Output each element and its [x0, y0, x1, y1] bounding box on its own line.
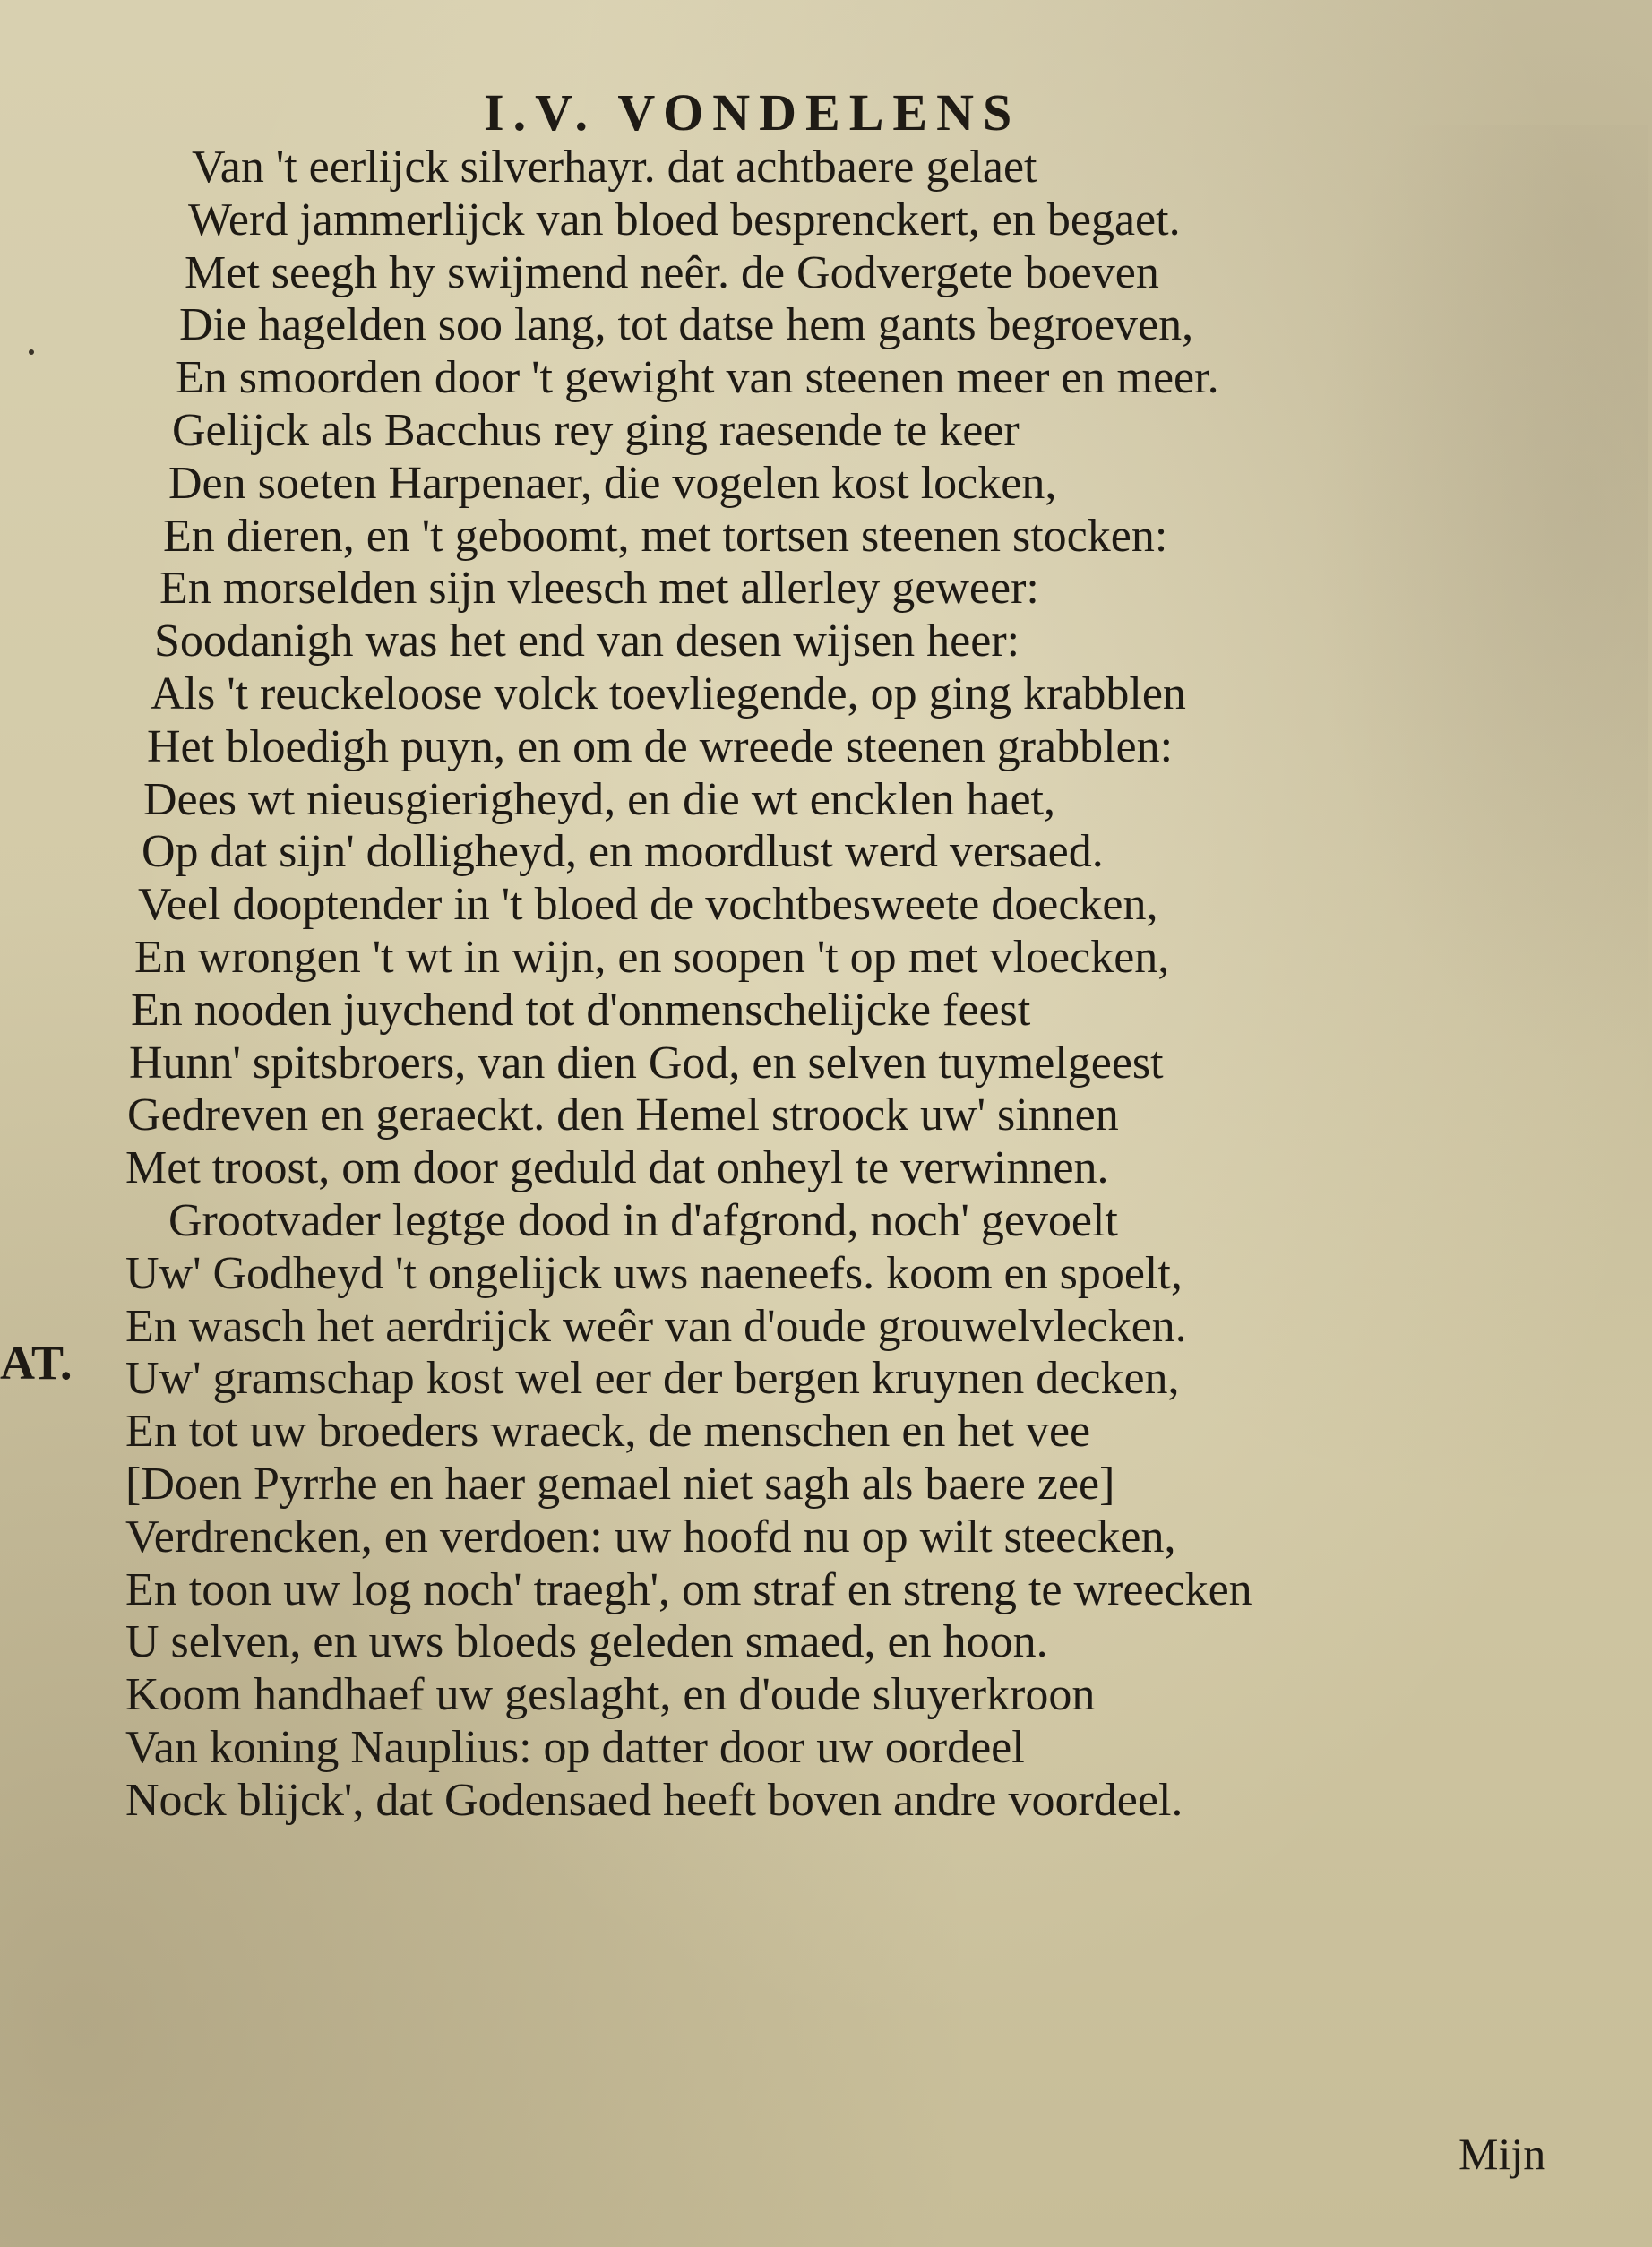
verse-line: Met troost, om door geduld dat onheyl te verwinnen. — [125, 1142, 1109, 1194]
show-through-shadow — [1290, 125, 1648, 1111]
verse-line: En smoorden door 't gewight van steenen meer en meer. — [176, 352, 1219, 404]
verse-line: En morselden sijn vleesch met allerley geweer: — [159, 563, 1039, 615]
verse-line: Van koning Nauplius: op datter door uw oordeel — [125, 1721, 1025, 1773]
catchword: Mijn — [1458, 2129, 1546, 2179]
verse-line: Gelijck als Bacchus rey ging raesende te keer — [172, 404, 1020, 456]
verse-line: En toon uw log noch' traegh', om straf en streng te wreecken — [125, 1563, 1252, 1615]
ink-speck — [29, 349, 34, 355]
verse-line: U selven, en uws bloeds geleden smaed, en hoon. — [125, 1616, 1048, 1668]
verse-line: Grootvader legtge dood in d'afgrond, noch' gevoelt — [168, 1194, 1118, 1246]
running-head: I.V. VONDELENS — [484, 83, 1021, 142]
verse-line: Dees wt nieusgierigheyd, en die wt encklen haet, — [143, 773, 1055, 825]
verse-line: En tot uw broeders wraeck, de menschen en het vee — [125, 1406, 1091, 1458]
verse-line: Verdrencken, en verdoen: uw hoofd nu op wilt steecken, — [125, 1511, 1176, 1563]
verse-line: Gedreven en geraeckt. den Hemel stroock uw' sinnen — [127, 1089, 1119, 1141]
verse-line: Werd jammerlijck van bloed besprenckert, en begaet. — [188, 194, 1181, 245]
verse-line: Soodanigh was het end van desen wijsen heer: — [154, 616, 1020, 667]
verse-line: En nooden juychend tot d'onmenschelijcke feest — [131, 984, 1031, 1036]
verse-line: Met seegh hy swijmend neêr. de Godvergete boeven — [185, 246, 1159, 298]
verse-line: En wrongen 't wt in wijn, en soopen 't op met vloecken, — [134, 931, 1170, 983]
verse-block — [125, 142, 1252, 1828]
verse-line: Uw' Godheyd 't ongelijck uws naeneefs. koom en spoelt, — [125, 1247, 1183, 1299]
verse-line: Nock blijck', dat Godensaed heeft boven andre voordeel. — [125, 1774, 1183, 1826]
verse-line: Hunn' spitsbroers, van dien God, en selven tuymelgeest — [129, 1037, 1164, 1089]
verse-line: Die hagelden soo lang, tot datse hem gants begroeven, — [179, 299, 1194, 351]
verse-line: [Doen Pyrrhe en haer gemael niet sagh als baere zee] — [125, 1458, 1115, 1510]
speaker-marker: AT. — [0, 1336, 73, 1390]
verse-line: Uw' gramschap kost wel eer der bergen kruynen decken, — [125, 1353, 1180, 1405]
verse-line: Als 't reuckeloose volck toevliegende, op ging krabblen — [151, 667, 1186, 719]
verse-line: Van 't eerlijck silverhayr. dat achtbaere gelaet — [192, 142, 1037, 193]
verse-line: Den soeten Harpenaer, die vogelen kost locken, — [168, 457, 1057, 509]
verse-line: Op dat sijn' dolligheyd, en moordlust werd versaed. — [142, 826, 1104, 878]
verse-line: En wasch het aerdrijck weêr van d'oude grouwelvlecken. — [125, 1300, 1187, 1352]
verse-line: En dieren, en 't geboomt, met tortsen steenen stocken: — [163, 510, 1168, 562]
verse-line: Het bloedigh puyn, en om de wreede steenen grabblen: — [147, 720, 1174, 772]
verse-line: Koom handhaef uw geslaght, en d'oude sluyerkroon — [125, 1669, 1096, 1721]
verse-line: Veel dooptender in 't bloed de vochtbesweete doecken, — [138, 879, 1158, 931]
